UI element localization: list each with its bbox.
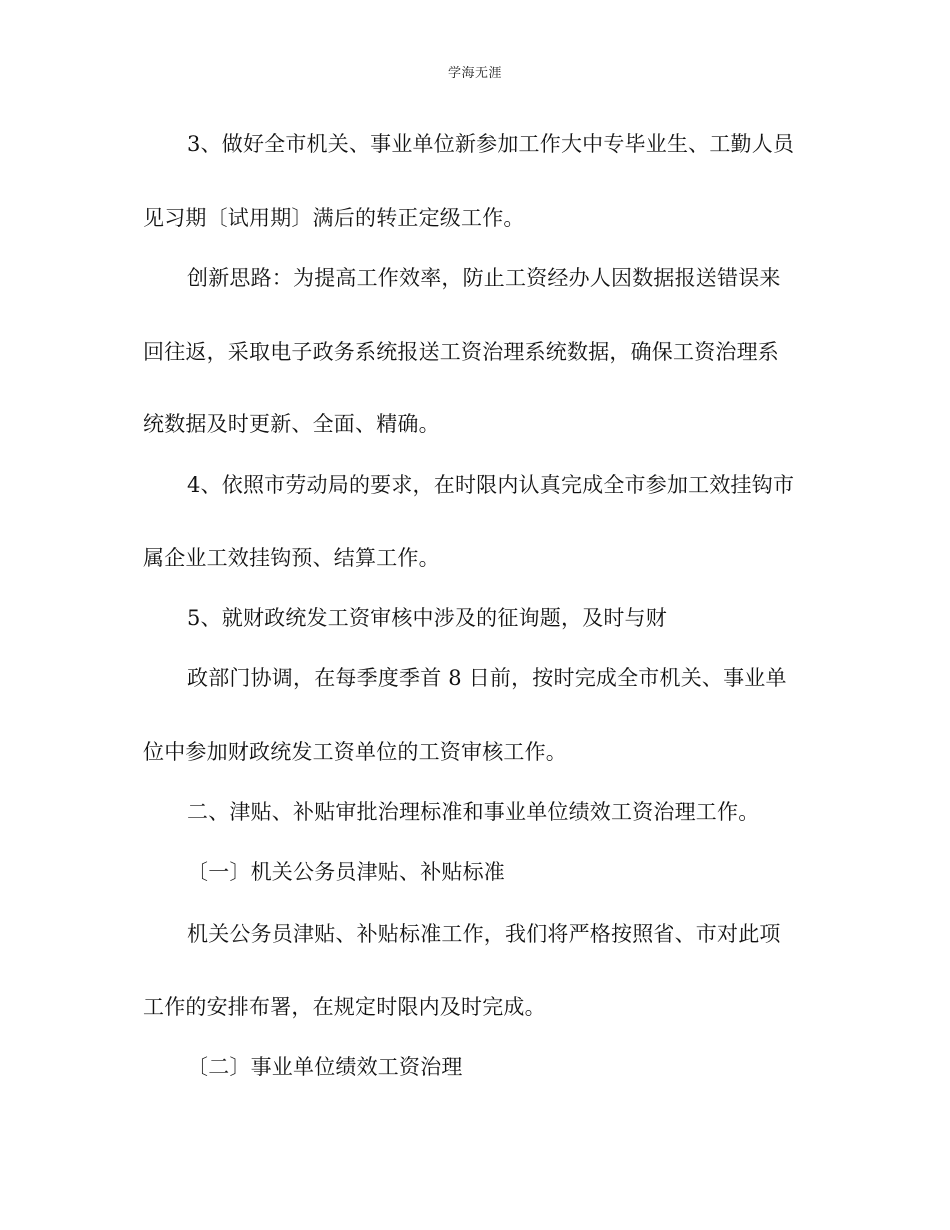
paragraph-line-15: 〔二〕事业单位绩效工资治理 bbox=[187, 1055, 463, 1079]
paragraph-line-1: 3、做好全市机关、事业单位新参加工作大中专毕业生、工勤人员 bbox=[187, 132, 795, 156]
paragraph-line-6: 4、依照市劳动局的要求，在时限内认真完成全市参加工效挂钩市 bbox=[187, 473, 795, 497]
paragraph-line-14: 工作的安排布署，在规定时限内及时完成。 bbox=[143, 995, 546, 1019]
paragraph-line-13: 机关公务员津贴、补贴标准工作，我们将严格按照省、市对此项 bbox=[187, 922, 781, 946]
paragraph-line-10: 位中参加财政统发工资单位的工资审核工作。 bbox=[143, 740, 567, 764]
paragraph-line-4: 回往返，采取电子政务系统报送工资治理系统数据，确保工资治理系 bbox=[143, 340, 779, 364]
paragraph-line-9: 政部门协调，在每季度季首 8 日前，按时完成全市机关、事业单 bbox=[187, 666, 787, 690]
paragraph-line-2: 见习期〔试用期〕满后的转正定级工作。 bbox=[143, 206, 525, 230]
paragraph-line-12: 〔一〕机关公务员津贴、补贴标准 bbox=[187, 860, 505, 884]
page-header: 学海无涯 bbox=[447, 66, 502, 81]
paragraph-line-3: 创新思路：为提高工作效率，防止工资经办人因数据报送错误来 bbox=[187, 266, 781, 290]
paragraph-line-11: 二、津贴、补贴审批治理标准和事业单位绩效工资治理工作。 bbox=[187, 800, 760, 824]
paragraph-line-8: 5、就财政统发工资审核中涉及的征询题，及时与财 bbox=[187, 606, 667, 630]
paragraph-line-7: 属企业工效挂钩预、结算工作。 bbox=[143, 546, 440, 570]
paragraph-line-5: 统数据及时更新、全面、精确。 bbox=[143, 412, 440, 436]
